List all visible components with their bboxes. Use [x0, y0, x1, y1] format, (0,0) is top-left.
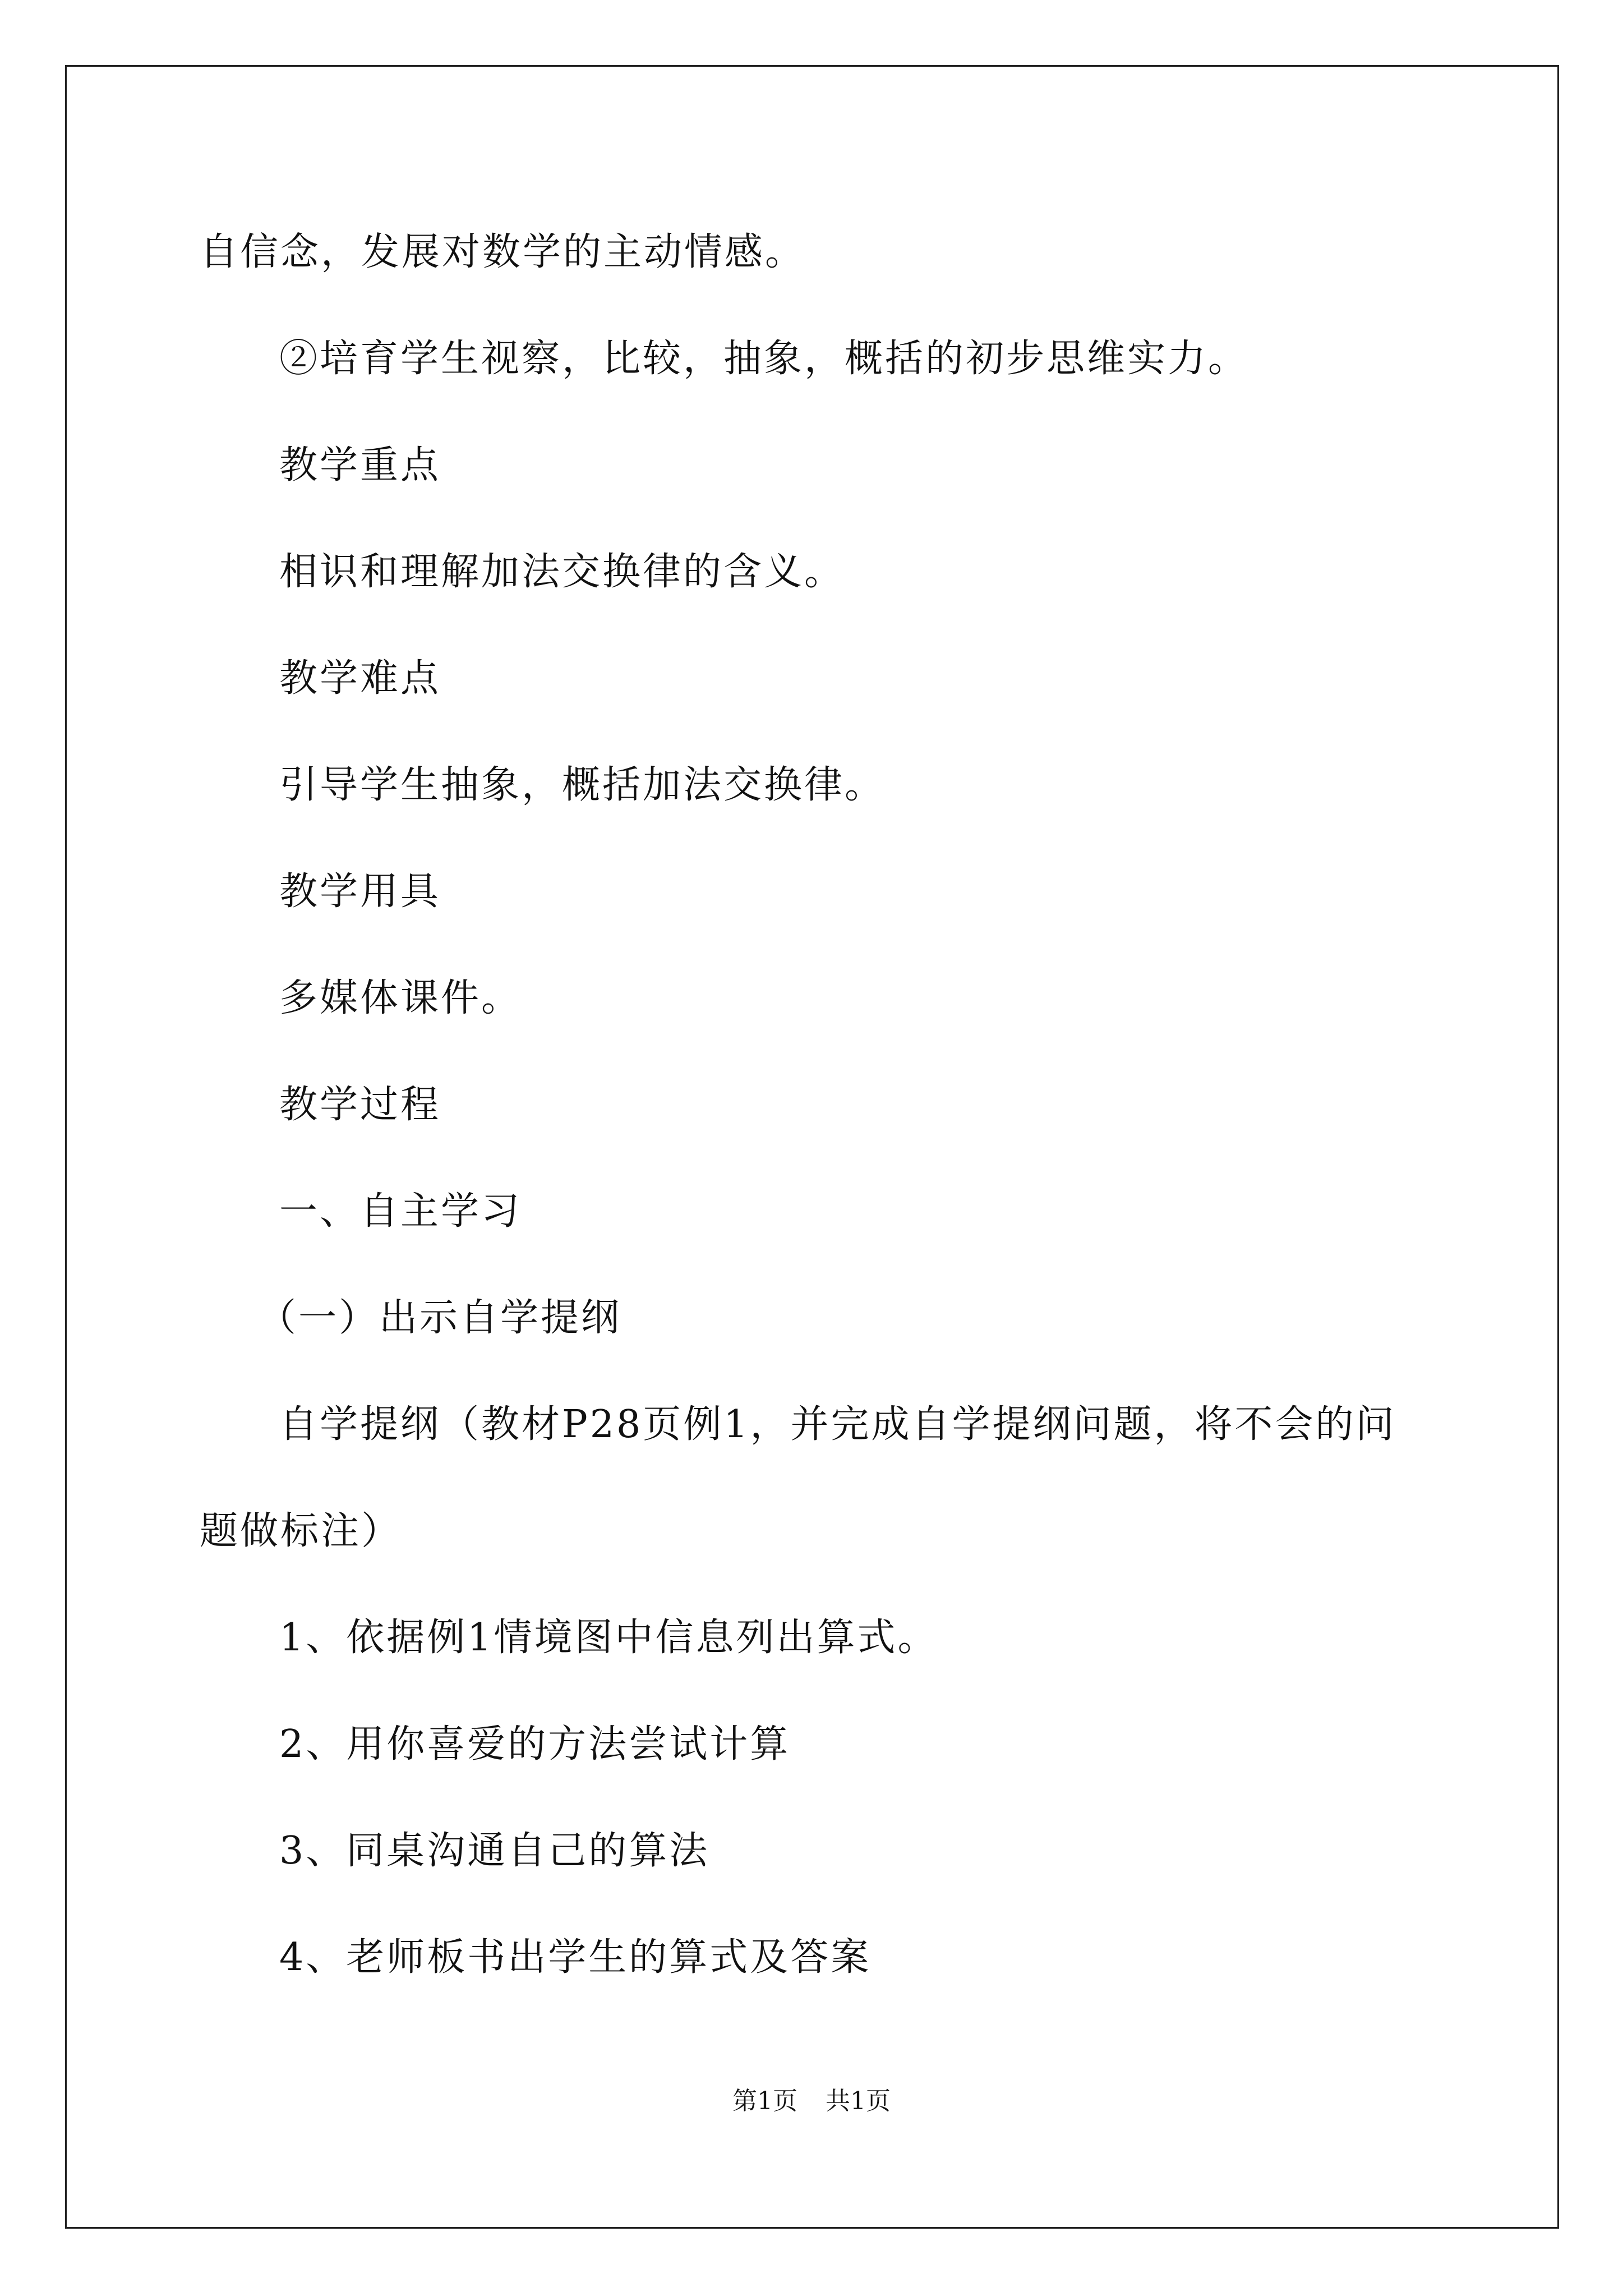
body-line-7: 题做标注） [200, 1509, 402, 1553]
heading-teaching-tools: 教学用具 [279, 869, 441, 914]
list-item-1: 1、依据例1情境图中信息列出算式。 [279, 1616, 938, 1660]
list-item-3: 3、同桌沟通自己的算法 [279, 1829, 710, 1873]
list-item-2: 2、用你喜爱的方法尝试计算 [279, 1722, 791, 1766]
heading-teaching-focus: 教学重点 [279, 443, 441, 487]
body-line-6: 自学提纲（教材P28页例1，并完成自学提纲问题，将不会的问 [279, 1402, 1396, 1447]
section-heading-self-study: 一、自主学习 [279, 1189, 522, 1234]
page-number: 第1页 [732, 2087, 797, 2115]
body-line-2: ②培育学生视察，比较，抽象，概括的初步思维实力。 [279, 337, 1249, 381]
list-item-4: 4、老师板书出学生的算式及答案 [279, 1935, 872, 1980]
heading-teaching-process: 教学过程 [279, 1083, 441, 1127]
body-line-1: 自信念，发展对数学的主动情感。 [200, 230, 806, 274]
body-line-4: 引导学生抽象，概括加法交换律。 [279, 763, 886, 807]
body-line-5: 多媒体课件。 [279, 976, 522, 1020]
page-footer [0, 2087, 1623, 2116]
subsection-heading-outline: （一）出示自学提纲 [258, 1296, 622, 1340]
page-border [65, 65, 1559, 2229]
page-total: 共1页 [826, 2087, 891, 2115]
body-line-3: 相识和理解加法交换律的含义。 [279, 550, 845, 594]
heading-teaching-difficulty: 教学难点 [279, 656, 441, 701]
